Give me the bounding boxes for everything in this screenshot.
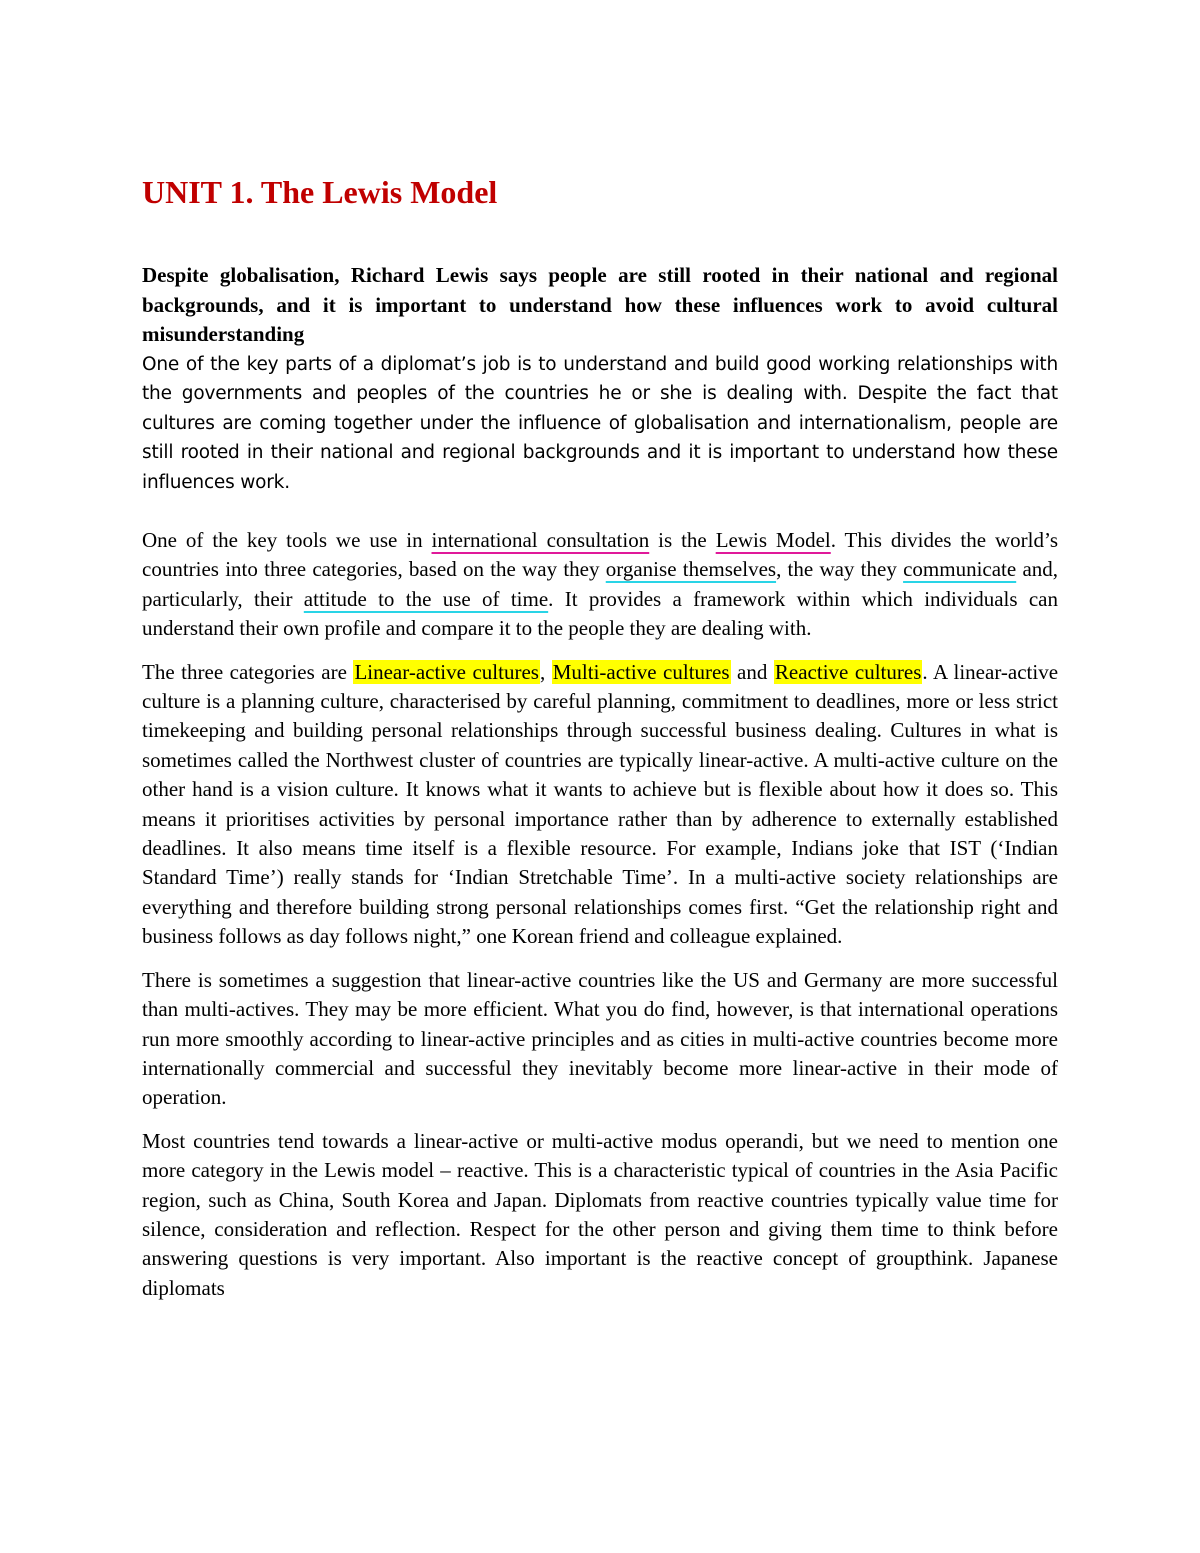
document-page — [142, 172, 1058, 1317]
text-run: and — [730, 659, 774, 684]
text-run: is the — [649, 528, 716, 552]
text-run: The three categories are — [142, 659, 354, 684]
page-title: UNIT 1. The Lewis Model — [142, 174, 498, 210]
paragraph-lewis-model — [142, 526, 1058, 644]
paragraph-reactive: Most countries tend towards a linear-active or multi-active modus operandi, but we need to mention one more category in the Lewis model – reactive. This is a characteristic typical of countries in the Asia Pacific region, such as China, South Korea and Japan. Diplomats from reactive countries typically value time for silence, consideration and reflection. Respect for the other person and giving them time to think before answering questions is very important. Also important is the reactive concept of groupthink. Japanese diplomats — [142, 1128, 1058, 1300]
underlined-international-consultation: international consultation — [431, 528, 650, 552]
text-run: , the way they — [776, 557, 904, 582]
underlined-organise-themselves: organise themselves — [605, 557, 777, 582]
paragraph-three-categories — [142, 658, 1058, 952]
text-run: One of the key tools we use in — [142, 528, 432, 552]
paragraph-linear-vs-multi: There is sometimes a suggestion that linear-active countries like the US and Germany are more successful than multi-actives. They may be more efficient. What you do find, however, is that international operations run more smoothly according to linear-active principles and as cities in multi-active countries become more internationally commercial and successful they inevitably become more linear-active in their mode of operation. — [142, 967, 1058, 1110]
text-run: , — [539, 659, 552, 684]
lead-paragraph: Despite globalisation, Richard Lewis says people are still rooted in their national and regional backgrounds, and it is important to understand how these influences work to avoid cultural misunderstanding — [142, 263, 1058, 346]
highlight-linear-active: Linear-active cultures — [354, 659, 539, 684]
text-run: and, particularly, their — [142, 557, 1059, 611]
intro-paragraph: One of the key parts of a diplomat’s job is to understand and build good working relationships with the governments and peoples of the countries he or she is dealing with. Despite the fact that cultures are coming together under the influence of globalisation and internationalism, people are still rooted in their national and regional backgrounds and it is important to understand how these influences work. — [142, 353, 1058, 493]
highlight-reactive: Reactive cultures — [774, 659, 922, 684]
text-run: . A linear-active culture is a planning culture, characterised by careful planning, commitment to deadlines, more or less strict timekeeping and building personal relationships through successful business dealing. Cultures in what is sometimes called the Northwest cluster of countries are typically linear-active. A multi-active culture on the other hand is a vision culture. It knows what it wants to achieve but is flexible about how it does so. This means it prioritises activities by personal importance rather than by adherence to externally established deadlines. It also means time itself is a flexible resource. For example, Indians joke that IST (‘Indian Standard Time’) really stands for ‘Indian Stretchable Time’. In a multi-active society relationships are everything and therefore building strong personal relationships comes first. “Get the relationship right and business follows as day follows night,” one Korean friend and colleague explained. — [142, 659, 1059, 949]
underlined-attitude-to-time: attitude to the use of time — [303, 586, 549, 611]
text-run: . This divides the world’s countries into three categories, based on the way they — [142, 528, 1058, 582]
text-run: . It provides a framework within which individuals can understand their own profile and compare it to the people they are dealing with. — [142, 586, 1059, 641]
underlined-lewis-model: Lewis Model — [715, 528, 831, 552]
highlight-multi-active: Multi-active cultures — [552, 659, 730, 684]
underlined-communicate: communicate — [903, 557, 1017, 582]
